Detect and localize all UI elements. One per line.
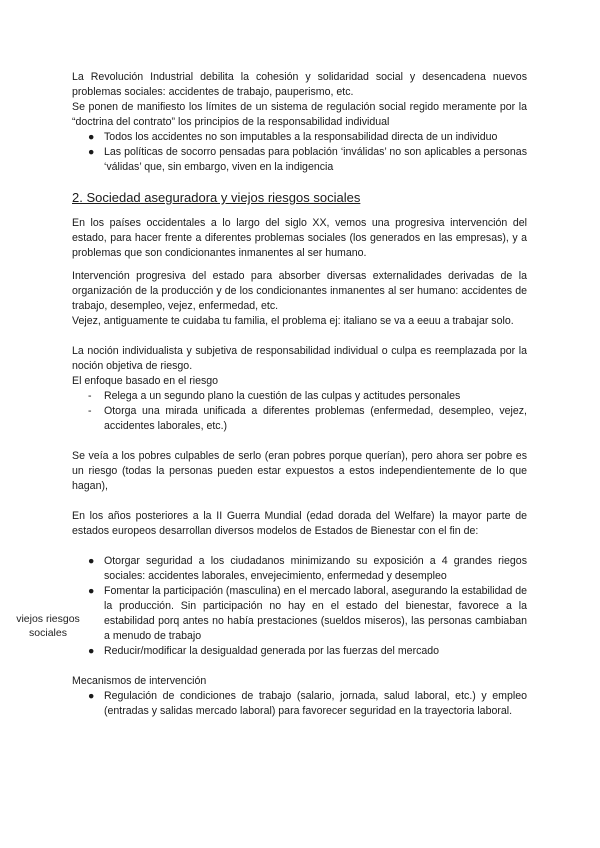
- paragraph: Intervención progresiva del estado para absorber diversas externalidades derivadas de la organización de la producción y de los condicionantes inmanentes al ser humano: accidentes de trabajo, desempleo, vejez, enfermedad, etc.: [72, 270, 527, 312]
- margin-note: viejos riesgos sociales: [16, 613, 80, 639]
- dash-icon: -: [88, 405, 92, 417]
- list-item: - Relega a un segundo plano la cuestión de las culpas y actitudes personales: [88, 390, 461, 402]
- mechanisms-list: [72, 689, 527, 719]
- paragraph: La noción individualista y subjetiva de responsabilidad individual o culpa es reemplazada por la noción objetiva de riesgo.: [72, 345, 527, 372]
- intro-paragraph-2: Se ponen de manifiesto los límites de un sistema de regulación social regido meramente por la “doctrina del contrato” los principios de la responsabilidad individual: [72, 101, 527, 128]
- bullet-icon: ●: [88, 645, 95, 657]
- paragraph: Se veía a los pobres culpables de serlo (eran pobres porque querían), pero ahora ser pobre es un riesgo (todas la personas pueden estar expuestos a estos independientemente de lo que hagan),: [72, 450, 527, 492]
- section-heading: 2. Sociedad aseguradora y viejos riesgos sociales: [72, 190, 361, 205]
- list-item: ● Otorgar seguridad a los ciudadanos minimizando su exposición a 4 grandes riegos sociales: accidentes laborales, envejecimiento, enfermedad y desempleo: [88, 555, 527, 582]
- bullet-icon: ●: [88, 131, 95, 143]
- welfare-goals-list: [72, 554, 527, 659]
- paragraph: En los países occidentales a lo largo del siglo XX, vemos una progresiva intervención del estado, para hacer frente a diferentes problemas sociales (los generados en las empresas), y a problemas que son condicionantes inmanentes al ser humano.: [72, 217, 527, 259]
- list-item: ● Todos los accidentes no son imputables a la responsabilidad directa de un individuo: [88, 131, 498, 143]
- bullet-icon: ●: [88, 555, 95, 567]
- bullet-icon: ●: [88, 146, 95, 158]
- paragraph: El enfoque basado en el riesgo: [72, 375, 219, 387]
- paragraph: Vejez, antiguamente te cuidaba tu familia, el problema ej: italiano se va a eeuu a trabajar solo.: [72, 315, 514, 327]
- list-item: ● Fomentar la participación (masculina) en el mercado laboral, asegurando la estabilidad de la producción. Sin participación no hay en el estado del bienestar, favorece a la estabilidad porq antes no había prestaciones (sueldos miseros), las personas cambiaban a menudo de trabajo: [88, 585, 527, 642]
- list-item: ● Regulación de condiciones de trabajo (salario, jornada, salud laboral, etc.) y empleo (entradas y salidas mercado laboral) para favorecer seguridad en la trayectoria laboral.: [88, 690, 527, 717]
- bullet-icon: ●: [88, 690, 95, 702]
- paragraph: Mecanismos de intervención: [72, 675, 207, 687]
- list-item: - Otorga una mirada unificada a diferentes problemas (enfermedad, desempleo, vejez, accidentes laborales, etc.): [88, 405, 527, 432]
- bullet-icon: ●: [88, 585, 95, 597]
- intro-bullet-list: [72, 130, 527, 175]
- list-item: ● Las políticas de socorro pensadas para población ‘inválidas’ no son aplicables a personas ‘válidas’ que, sin embargo, viven en la indigencia: [88, 146, 527, 173]
- risk-approach-list: [72, 389, 527, 434]
- list-item: ● Reducir/modificar la desigualdad generada por las fuerzas del mercado: [88, 645, 440, 657]
- document-page: [72, 70, 527, 719]
- intro-paragraph-1: La Revolución Industrial debilita la cohesión y solidaridad social y desencadena nuevos problemas sociales: accidentes de trabajo, pauperismo, etc.: [72, 71, 527, 98]
- dash-icon: -: [88, 390, 92, 402]
- paragraph: En los años posteriores a la II Guerra Mundial (edad dorada del Welfare) la mayor parte de estados europeos desarrollan diversos modelos de Estados de Bienestar con el fin de:: [72, 510, 527, 537]
